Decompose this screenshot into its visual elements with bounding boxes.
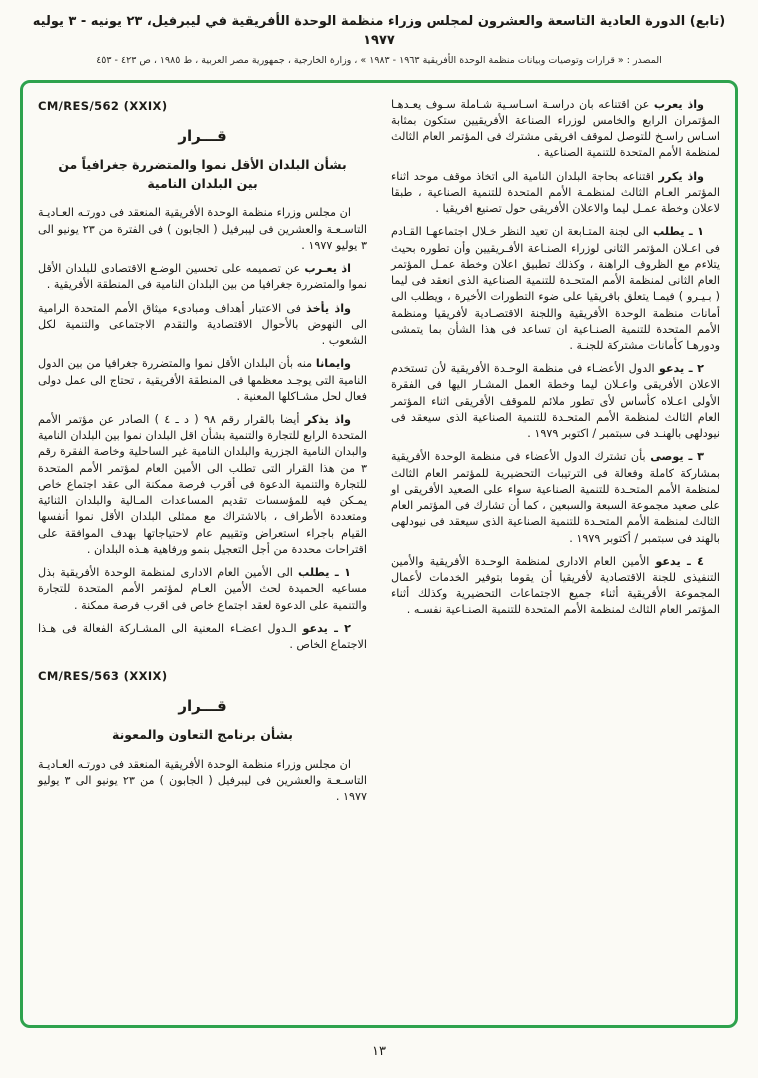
paragraph-text: بأن تشترك الدول الأعضاء فى منظمة الوحدة الأفريقية بمشاركة كاملة وفعالة فى الترتيبات التحضيرية للمؤتمر العام الثالث لمنظمة الأمم المتحـدة للتنمية الصناعية سواء على الصعيد الأفريقى او على صعيد مجموعة السبعة والسبعين ، كما أن تشارك فى المؤتمر العام الثالث لمنظمة الأمم المتحـدة للتنمية الصناعية الذى سيعقد فى نيودلهى بالهند فى سبتمبر / أكتوبر ١٩٧٩ . xyxy=(391,450,720,545)
resolution-subtitle-562: بشأن البلدان الأقل نموا والمتضررة جغرافياً من بين البلدان النامية xyxy=(58,156,347,192)
right-column xyxy=(391,97,720,1017)
paragraph-text: الأمين العام الادارى لمنظمة الوحـدة الأفريقية والأمين التنفيذى للجنة الاقتصادية لأفريقيا أن يقوما بتوفير الخدمات لأعمال المجموعة الأفريقية أثناء جميع الاجتماعات التحضيرية وكذلك أثناء المؤتمر العام الثالث لمنظمة الأمم المتحدة للتنمية الصنـاعية نفسـه . xyxy=(391,554,720,617)
header-title: (تابع) الدورة العادية التاسعة والعشرون لمجلس وزراء منظمة الوحدة الأفريقية في ليبرفيل، ٢٣ يونيه - ٣ يوليه ١٩٧٧ xyxy=(32,14,726,48)
paragraph-text: ان مجلس وزراء منظمة الوحدة الأفريقية المنعقد فى دورتـه العـاديـة التاسـعـة والعشرين فى ليبرفيل ( الجابون ) من ٢٣ يونيو الى ٣ يوليو ١٩٧٧ . xyxy=(38,757,367,804)
paragraph-lead: واذ يذكر xyxy=(304,413,351,427)
resolution-title-562: قـــرار xyxy=(178,126,227,145)
paragraph xyxy=(38,205,367,254)
paragraph-lead: واذ يعرب xyxy=(653,97,704,111)
paragraph-lead: واذ يأخذ xyxy=(306,301,351,315)
paragraph-lead: ١ ـ يطلب xyxy=(297,566,352,580)
two-column-layout xyxy=(38,97,720,1017)
paragraph-text: الى الأمين العام الادارى لمنظمة الوحدة الأفريقية بذل مساعيه الحميدة لحث الأمين العـام لمؤتمر الأمم المتحدة للتجارة والتنمية على الدعوة لعقد اجتماع خاص فى اقرب فرصة ممكنة . xyxy=(38,566,367,612)
paragraph-text: منه بأن البلدان الأقل نموا والمتضررة جغرافيا من بين الدول النامية التى يوجـد معظمها فى المنطقة الأفريقية ، تحتاج الى عمل دولى فعال لحل مشـاكلها المعنية . xyxy=(38,357,367,403)
paragraph xyxy=(38,621,367,653)
resolution-ref-562: CM/RES/562 (XXIX) xyxy=(38,98,168,113)
paragraph xyxy=(38,261,367,293)
paragraph xyxy=(391,449,720,546)
paragraph xyxy=(38,301,367,350)
paragraph-text: الدول الأعضـاء فى منظمة الوحـدة الأفريقية لأن تستخدم الاعلان الأفريقى واعـلان ليما وخطة العمل المشـار اليها فى الفقرة الأولى اعـلاه كأساس لأى تطور ملائم للموقف الأفريقى اثناء المؤتمر العام الثالث لمنظمة الأمم المتحـدة للتنمية الصناعية الذى سيعقد فى نيودلهى بالهنـد فى سبتمبر / اكتوبر ١٩٧٩ . xyxy=(391,362,720,441)
paragraph xyxy=(391,554,720,619)
resolution-ref-563: CM/RES/563 (XXIX) xyxy=(38,669,168,684)
paragraph-lead: اذ يعـرب xyxy=(304,262,351,276)
paragraph-text: فى الاعتبار أهداف ومبادىء ميثاق الأمم المتحدة الرامية الى النهوض بالأحوال الاقتصادية والتقدم الاجتماعى والتنمية لكل الشعوب . xyxy=(38,301,367,348)
paragraph-text: الـدول اعضـاء المعنية الى المشـاركة الفعالة فى هـذا الاجتماع الخاص . xyxy=(38,621,367,652)
paragraph-text: عن اقتناعه بان دراسـة اسـاسـية شـاملة سـوف يعـدهـا المؤتمران الرابع والخامس لوزراء الصناعة الأفريقيين ستكون بمثابة اسـاس راسـخ للتوصل لموقف افريقى مشترك فى المؤتمر العام الثالث لمنظمة الأمم المتحدة للتنمية الصناعية . xyxy=(391,97,720,160)
paragraph xyxy=(391,361,720,442)
page-footer xyxy=(0,1040,758,1059)
paragraph-text: أيضا بالقرار رقم ٩٨ ( د ـ ٤ ) الصادر عن مؤتمر الأمم المتحدة الرابع للتجارة والتنمية بشأن اقل البلدان نموا بين البلدان النامية والبدان النامية الجزرية والبلدان النامية غير الساحلية وخاصة الفقرة رقم ٣ من هذا القرار التى تطلب الى الأمين العام لمؤتمر الأمم المتحدة للتجارة والتنمية الدعوة فى أقرب فرصة ممكنة الى عقد اجتماع خاص يمـكن فيه للمؤسسات تقديم المساعدات المـالية والبلدان الثنائية ومتعددة الأطراف ، بالاشتراك مع ممثلى البلدان الأقل نموا أنفسها القيام باجراء استعراض وتقييم عام لاحتياجاتها بهدف الموافقة على اقتراحات محددة من أجل التعجيل بنمو ورفاهية هـذه البلدان . xyxy=(38,413,367,556)
paragraph-text: ان مجلس وزراء منظمة الوحدة الأفريقية المنعقد فى دورتـه العـاديـة التاسـعـة والعشرين فى ليبرفيل ( الجابون ) فى الفترة من ٢٣ يونيو الى ٣ يوليو ١٩٧٧ . xyxy=(38,206,367,252)
paragraph-lead: واذ يكرر xyxy=(658,169,704,183)
paragraph-text: اقتناعه بحاجة البلدان النامية الى اتخاذ موقف موحد اثناء المؤتمر العـام الثالث لمنظمـة الأمم المتحدة للتنمية الصناعية ، طبقا لاعلان وخطة عمـل ليما والاعلان الأفريقى حول تصنيع افريقيا . xyxy=(391,169,720,216)
content-frame xyxy=(20,80,738,1028)
paragraph xyxy=(391,224,720,354)
page-number: ١٣ xyxy=(372,1043,386,1059)
header-source-note: المصدر : « قرارات وتوصيات وبيانات منظمة الوحدة الأفريقية ١٩٦٣ - ١٩٨٣ » ، وزارة الخارجية ، جمهورية مصر العربية ، ط ١٩٨٥ ، ص ٤٢٣ - ٤٥٣ xyxy=(96,54,662,66)
paragraph-text: عن تصميمه على تحسين الوضـع الاقتصادى للبلدان الأقل نموا والمتضررة جغرافيا من بين البلدان النامية فى المنطقة الأفريقية . xyxy=(38,262,367,292)
paragraph-lead: ٤ ـ يدعو xyxy=(655,554,704,568)
paragraph-text: الى لجنة المتـابعة ان تعيد النظر خـلال اجتماعهـا القـادم فى اعـلان المؤتمر الثانى لوزراء الصنـاعة الأفـريقيين وأن تطوره بحيث يتلاءم مع الظروف الراهنة ، وكذلك تطبيق اعلان وخطة عمـل المؤتمر العام الثانى لمنظمة الأمم المتحـدة للتنمية الصناعية الذى انعقد فى ليما ( بـيـرو ) فيمـا يتعلق بافريقيا على ضوء التطورات الأخيرة ، ويطلب الى أمانات منظمة الوحدة الأفريقية واللجنة الاقتصـادية لأفريقيا ومنظمة الأمم المتحدة للتنمية الصنـاعية ان تساعد فى هذا الشأن بما يتمشى ودورهـا كأمانات مشتركة للجنـة . xyxy=(391,225,720,352)
paragraph xyxy=(391,169,720,218)
paragraph-lead: ٢ ـ يدعو xyxy=(302,621,351,635)
paragraph-lead: ٢ ـ يدعو xyxy=(658,362,704,376)
resolution-subtitle-563: بشأن برنامج التعاون والمعونة xyxy=(112,727,293,743)
resolution-title-563: قـــرار xyxy=(178,697,227,716)
paragraph xyxy=(38,356,367,405)
paragraph xyxy=(38,757,367,806)
page-header xyxy=(0,13,758,66)
paragraph-lead: ١ ـ يطلب xyxy=(653,225,705,239)
left-column xyxy=(38,97,367,1017)
paragraph xyxy=(38,565,367,614)
paragraph xyxy=(38,412,367,558)
paragraph xyxy=(391,97,720,162)
paragraph-lead: وايمانا xyxy=(315,357,351,371)
paragraph-lead: ٣ ـ يوصى xyxy=(650,450,704,464)
